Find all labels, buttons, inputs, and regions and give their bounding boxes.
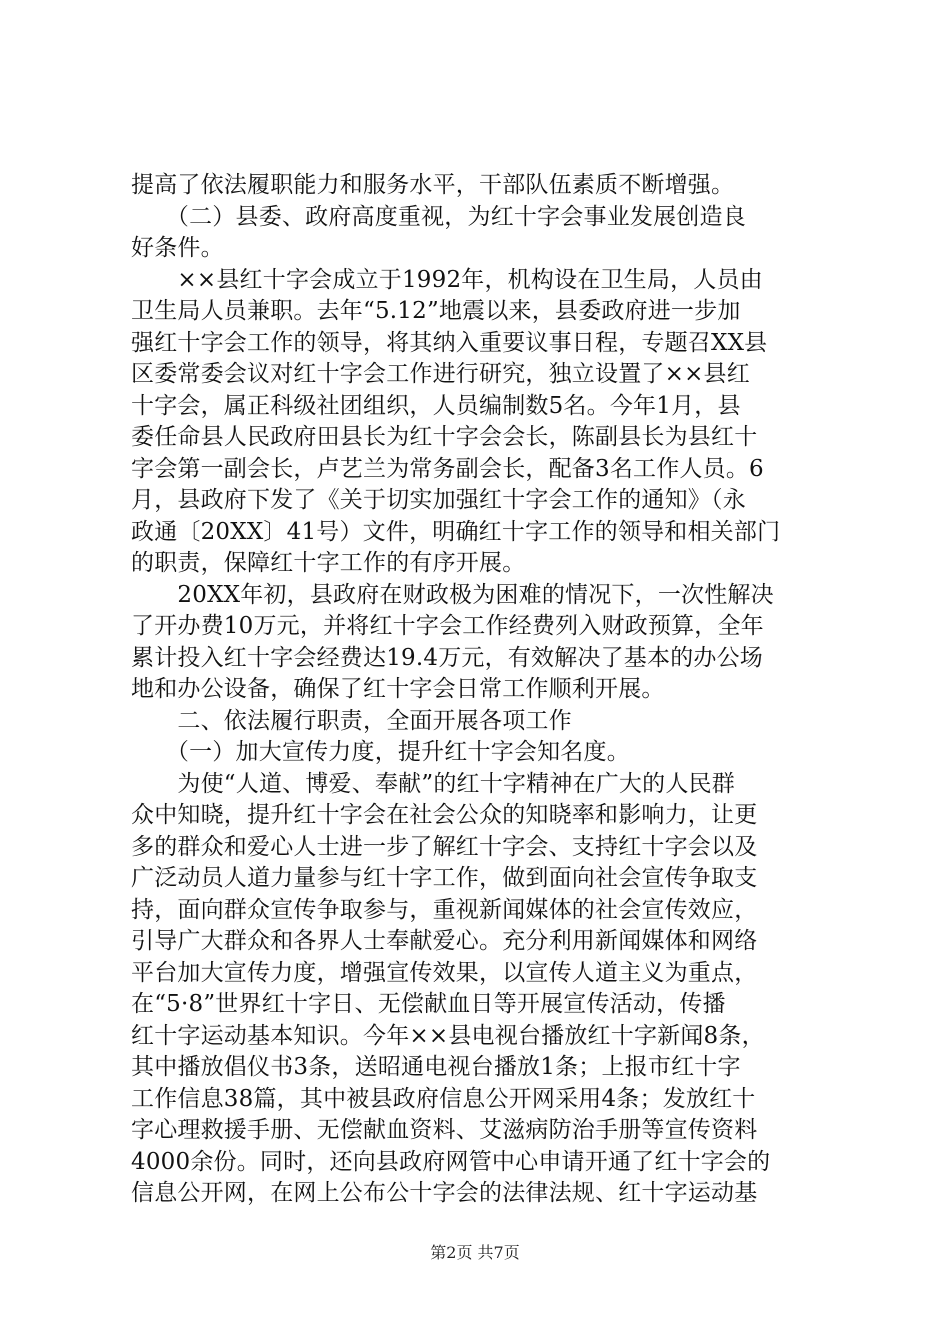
- text-line: 工作信息38篇，其中被县政府信息公开网采用4条；发放红十: [131, 1085, 756, 1112]
- page-number-footer: 第2页 共7页: [430, 1243, 520, 1262]
- text-line: 累计投入红十字会经费达19.4万元，有效解决了基本的办公场: [131, 644, 764, 671]
- text-line: 20XX年初，县政府在财政极为困难的情况下，一次性解决: [131, 581, 774, 608]
- text-line: 多的群众和爱心人士进一步了解红十字会、支持红十字会以及: [131, 833, 758, 860]
- text-line: 强红十字会工作的领导，将其纳入重要议事日程，专题召XX县: [131, 329, 768, 356]
- text-line: 引导广大群众和各界人士奉献爱心。充分利用新闻媒体和网络: [131, 928, 758, 954]
- text-line: 其中播放倡仪书3条，送昭通电视台播放1条；上报市红十字: [131, 1054, 741, 1080]
- text-line: 地和办公设备，确保了红十字会日常工作顺利开展。: [131, 676, 665, 702]
- text-line: 字会第一副会长，卢艺兰为常务副会长，配备3名工作人员。6: [131, 455, 764, 482]
- text-line: 月，县政府下发了《关于切实加强红十字会工作的通知》（永: [131, 487, 746, 513]
- text-line: 字心理救援手册、无偿献血资料、艾滋病防治手册等宣传资料: [131, 1117, 758, 1143]
- text-line: 广泛动员人道力量参与红十字工作，做到面向社会宣传争取支: [131, 865, 758, 891]
- section-heading: 二、依法履行职责，全面开展各项工作: [131, 707, 572, 734]
- text-line: 卫生局人员兼职。去年“5.12”地震以来，县委政府进一步加: [131, 298, 741, 324]
- text-line: 为使“人道、博爱、奉献”的红十字精神在广大的人民群: [131, 770, 735, 797]
- text-line: 十字会，属正科级社团组织，人员编制数5名。今年1月，县: [131, 392, 741, 419]
- text-line: 红十字运动基本知识。今年××县电视台播放红十字新闻8条，: [131, 1022, 765, 1049]
- text-line: 政通〔20XX〕41号）文件，明确红十字工作的领导和相关部门: [131, 518, 781, 545]
- text-line: 众中知晓，提升红十字会在社会公众的知晓率和影响力，让更: [131, 802, 758, 828]
- text-line: 区委常委会议对红十字会工作进行研究，独立设置了××县红: [131, 361, 750, 387]
- text-line: 的职责，保障红十字工作的有序开展。: [131, 550, 526, 576]
- text-line: 在“5·8”世界红十字日、无偿献血日等开展宣传活动，传播: [131, 991, 726, 1017]
- text-line: ××县红十字会成立于1992年，机构设在卫生局，人员由: [131, 266, 763, 293]
- text-line: 平台加大宣传力度，增强宣传效果，以宣传人道主义为重点，: [131, 959, 758, 986]
- text-line: 好条件。: [131, 235, 224, 261]
- text-line: 了开办费10万元，并将红十字会工作经费列入财政预算，全年: [131, 613, 764, 639]
- text-line: 4000余份。同时，还向县政府网管中心申请开通了红十字会的: [131, 1148, 771, 1175]
- text-line: 持，面向群众宣传争取参与，重视新闻媒体的社会宣传效应，: [131, 896, 758, 923]
- subsection-heading: （一）加大宣传力度，提升红十字会知名度。: [131, 739, 630, 765]
- body-text: [131, 170, 831, 1210]
- text-line: （二）县委、政府高度重视，为红十字会事业发展创造良: [131, 203, 746, 230]
- text-line: 信息公开网，在网上公布公十字会的法律法规、红十字运动基: [131, 1180, 758, 1206]
- text-line: 提高了依法履职能力和服务水平，干部队伍素质不断增强。: [131, 172, 735, 198]
- text-line: 委任命县人民政府田县长为红十字会会长，陈副县长为县红十: [131, 424, 758, 450]
